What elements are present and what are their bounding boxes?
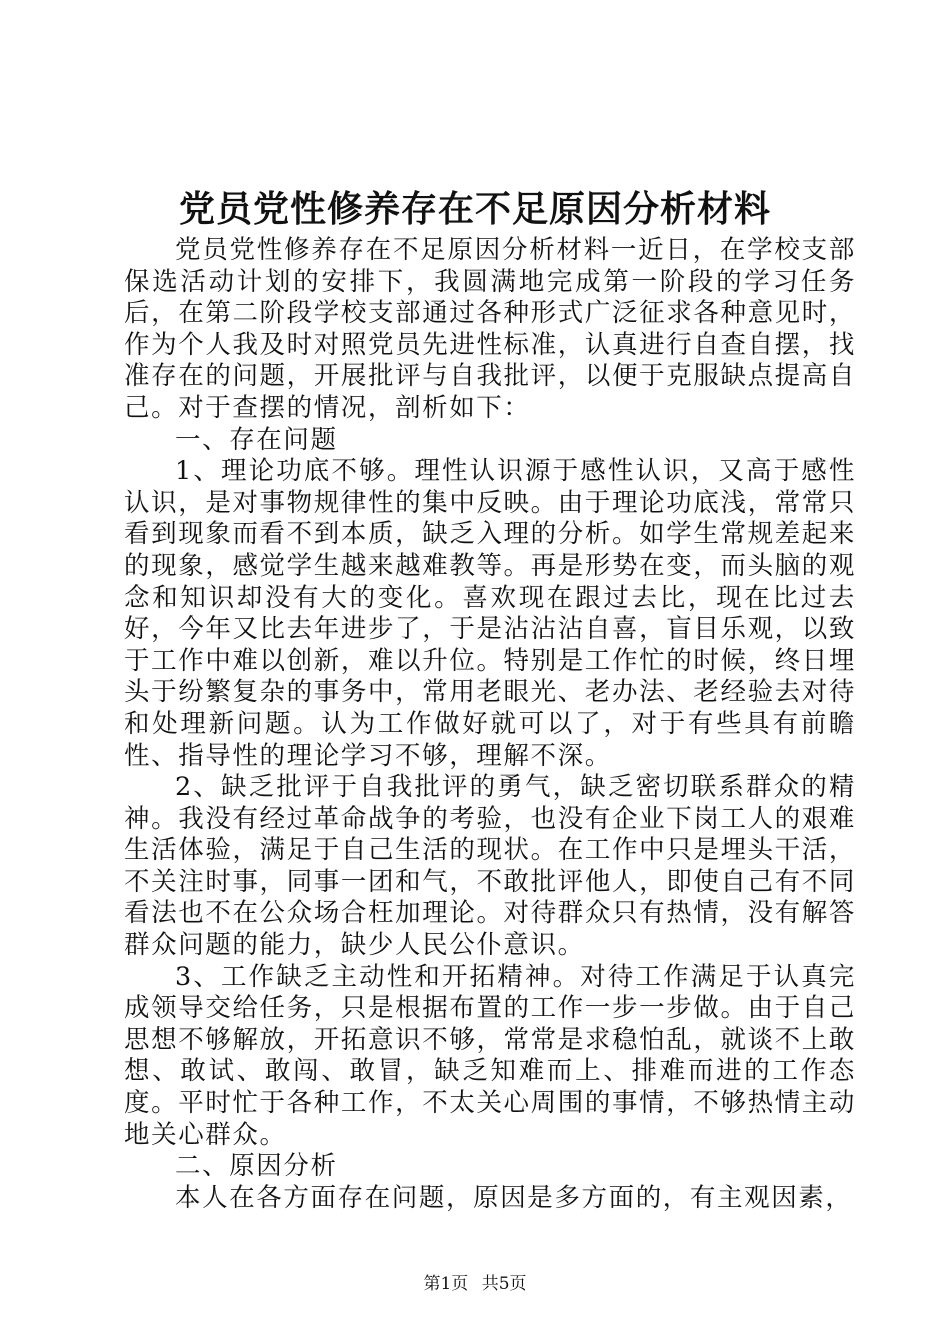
document-title: 党员党性修养存在不足原因分析材料: [178, 188, 771, 230]
problem-paragraph-3: 3、工作缺乏主动性和开拓精神。对待工作满足于认真完成领导交给任务，只是根据布置的工作一步一步做。由于自己思想不够解放，开拓意识不够，常常是求稳怕乱，就谈不上敢想、敢试、敢闯、敢冒，缺乏知难而上、排难而进的工作态度。平时忙于各种工作，不太关心周围的事情，不够热情主动地关心群众。: [124, 961, 856, 1150]
page-total: 共5页: [481, 1274, 527, 1294]
problem-paragraph-1: 1、理论功底不够。理性认识源于感性认识，又高于感性认识，是对事物规律性的集中反映。由于理论功底浅，常常只看到现象而看不到本质，缺乏入理的分析。如学生常规差起来的现象，感觉学生越来越难教等。再是形势在变，而头脑的观念和知识却没有大的变化。喜欢现在跟过去比，现在比过去好，今年又比去年进步了，于是沾沾沾自喜，盲目乐观，以致于工作中难以创新，难以升位。特别是工作忙的时候，终日埋头于纷繁复杂的事务中，常用老眼光、老办法、老经验去对待和处理新问题。认为工作做好就可以了，对于有些具有前瞻性、指导性的理论学习不够，理解不深。: [124, 456, 856, 771]
section-heading-problems: 一、存在问题: [175, 424, 338, 455]
page-footer: [0, 1272, 950, 1296]
problem-paragraph-2: 2、缺乏批评于自我批评的勇气，缺乏密切联系群众的精神。我没有经过革命战争的考验，也没有企业下岗工人的艰难生活体验，满足于自己生活的现状。在工作中只是埋头干活，不关注时事，同事一团和气，不敢批评他人，即使自己有不同看法也不在公众场合枉加理论。对待群众只有热情，没有解答群众问题的能力，缺少人民公仆意识。: [124, 772, 856, 961]
causes-paragraph: 本人在各方面存在问题，原因是多方面的，有主观因素，: [175, 1182, 853, 1213]
page-number: 第1页: [423, 1274, 469, 1294]
section-heading-causes: 二、原因分析: [175, 1151, 338, 1182]
document-body: [124, 235, 856, 1214]
intro-paragraph: 党员党性修养存在不足原因分析材料一近日，在学校支部保选活动计划的安排下，我圆满地完成第一阶段的学习任务后，在第二阶段学校支部通过各种形式广泛征求各种意见时，作为个人我及时对照党员先进性标准，认真进行自查自摆，找准存在的问题，开展批评与自我批评，以便于克服缺点提高自己。对于查摆的情况，剖析如下：: [124, 235, 856, 423]
